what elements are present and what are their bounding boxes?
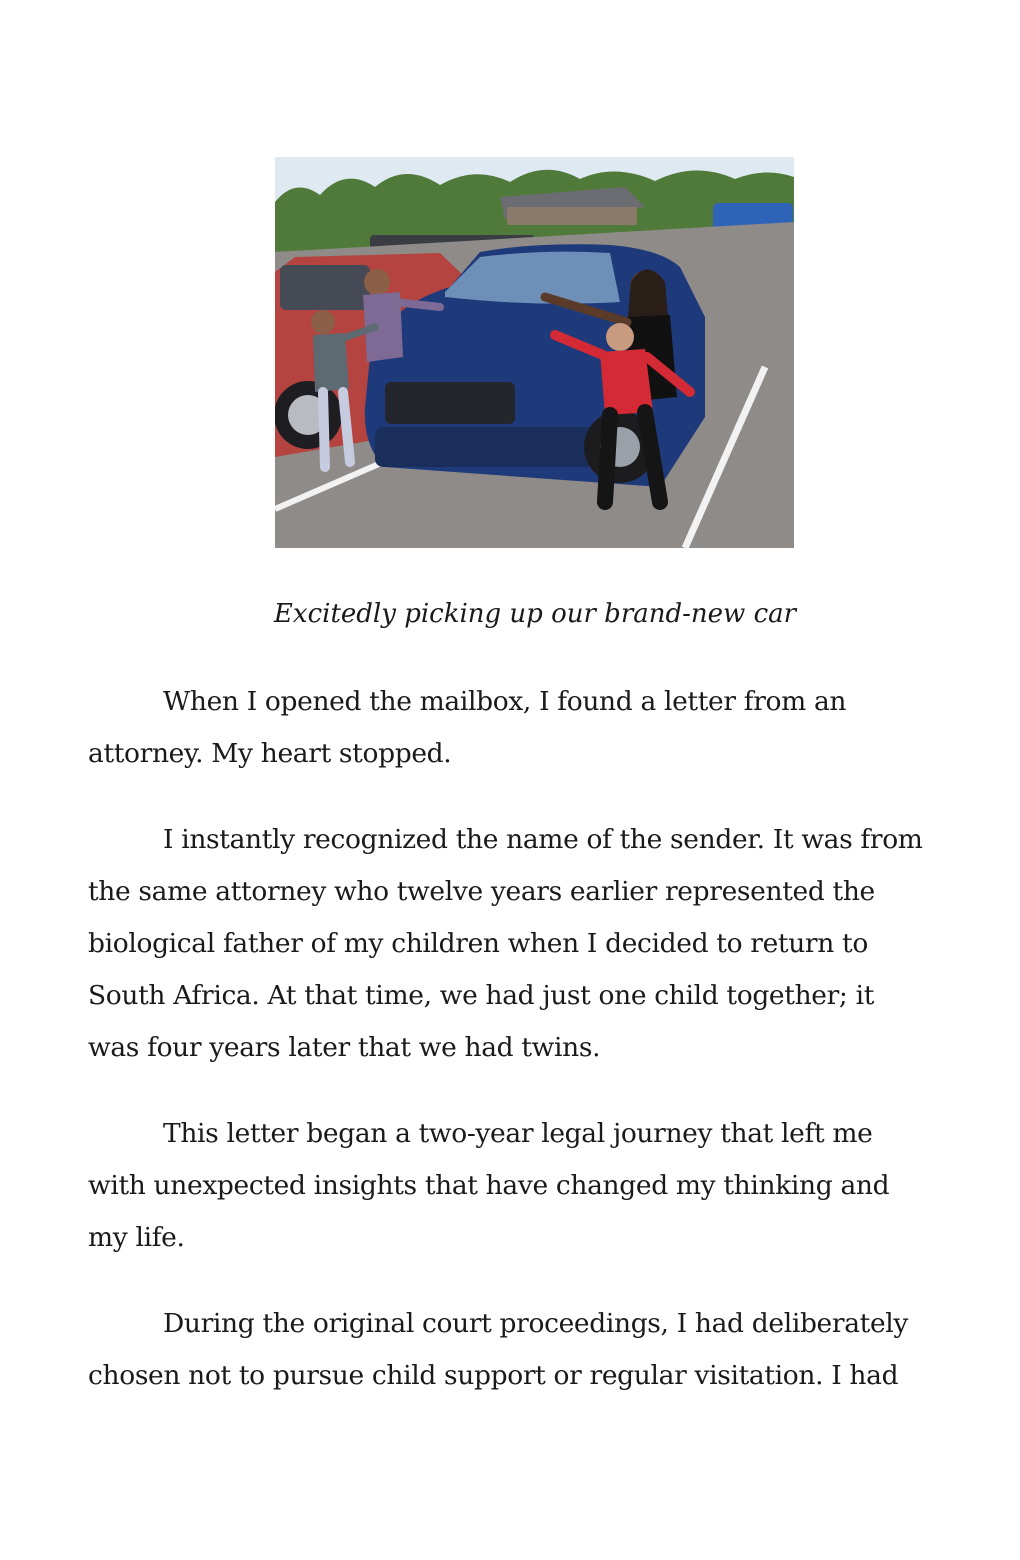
- photo-child2-arm: [395, 302, 440, 307]
- photo-child2-head: [364, 269, 390, 295]
- photo-building-wall: [507, 207, 637, 225]
- photo-child3-head: [311, 310, 335, 334]
- photo-boy-head: [606, 323, 634, 351]
- photo-caption: Excitedly picking up our brand-new car: [273, 599, 797, 629]
- photo-suv-grille: [385, 382, 515, 424]
- car-photo: [275, 157, 794, 548]
- paragraph: When I opened the mailbox, I found a letter from an attorney. My heart stopped.: [88, 686, 847, 769]
- paragraph: I instantly recognized the name of the sender. It was from the same attorney who twelve years earlier represented the biological father of my children when I decided to return to South Africa. At that time, we had just one child together; it was four years later that we had twins.: [88, 824, 923, 1063]
- paragraph: This letter began a two-year legal journey that left me with unexpected insights that have changed my thinking and my life.: [88, 1118, 890, 1253]
- body-text: [88, 676, 933, 1436]
- photo-child3-shirt: [313, 333, 349, 392]
- photo-suv-bumper: [375, 427, 595, 467]
- photo-red-car-window: [280, 265, 370, 310]
- paragraph: During the original court proceedings, I had deliberately chosen not to pursue child support or regular visitation. I had: [88, 1308, 909, 1391]
